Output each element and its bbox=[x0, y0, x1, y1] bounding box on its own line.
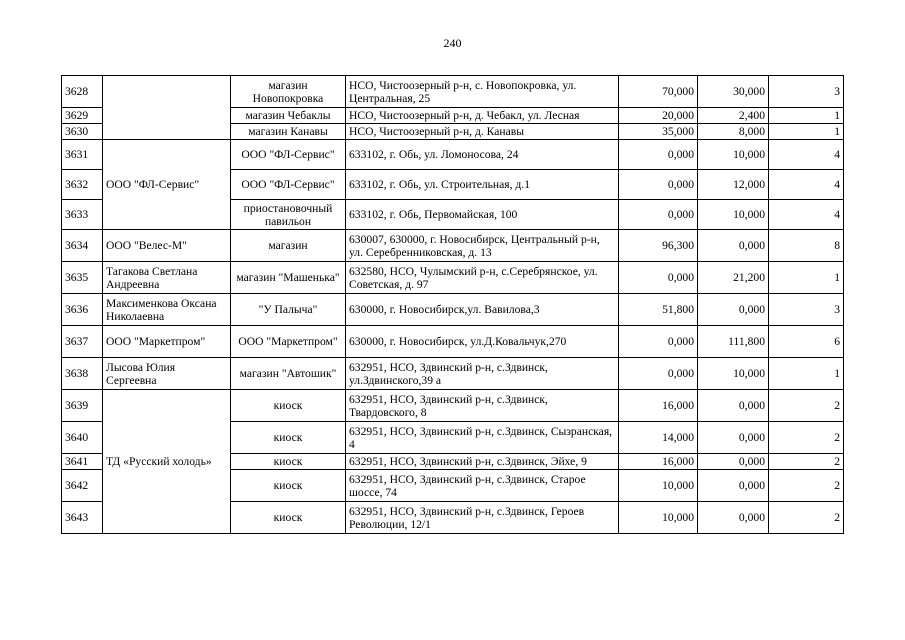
organization-cell: ООО "ФЛ-Сервис" bbox=[103, 140, 231, 230]
address-cell: 632580, НСО, Чулымский р-н, с.Серебрянское, ул. Советская, д. 97 bbox=[346, 262, 619, 294]
address-cell: НСО, Чистоозерный р-н, д. Канавы bbox=[346, 124, 619, 140]
object-type-cell: ООО "Маркетпром" bbox=[231, 326, 346, 358]
address-cell: НСО, Чистоозерный р-н, д. Чебакл, ул. Лесная bbox=[346, 108, 619, 124]
count-cell: 2 bbox=[769, 422, 844, 454]
row-number-cell: 3640 bbox=[62, 422, 103, 454]
value-1-cell: 70,000 bbox=[619, 76, 698, 108]
row-number-cell: 3635 bbox=[62, 262, 103, 294]
value-1-cell: 10,000 bbox=[619, 502, 698, 534]
table-row bbox=[62, 230, 844, 262]
address-cell: 632951, НСО, Здвинский р-н, с.Здвинск, Старое шоссе, 74 bbox=[346, 470, 619, 502]
value-1-cell: 51,800 bbox=[619, 294, 698, 326]
table-row bbox=[62, 326, 844, 358]
count-cell: 4 bbox=[769, 170, 844, 200]
object-type-cell: магазин Чебаклы bbox=[231, 108, 346, 124]
count-cell: 1 bbox=[769, 358, 844, 390]
page-number: 240 bbox=[443, 36, 462, 50]
address-cell: 632951, НСО, Здвинский р-н, с.Здвинск, Эйхе, 9 bbox=[346, 454, 619, 470]
row-number-cell: 3639 bbox=[62, 390, 103, 422]
row-number-cell: 3642 bbox=[62, 470, 103, 502]
organization-cell bbox=[103, 76, 231, 140]
value-1-cell: 20,000 bbox=[619, 108, 698, 124]
value-2-cell: 8,000 bbox=[698, 124, 769, 140]
address-cell: НСО, Чистоозерный р-н, с. Новопокровка, ул. Центральная, 25 bbox=[346, 76, 619, 108]
organization-cell: ООО "Велес-М" bbox=[103, 230, 231, 262]
value-2-cell: 0,000 bbox=[698, 390, 769, 422]
address-cell: 630000, г. Новосибирск,ул. Вавилова,3 bbox=[346, 294, 619, 326]
value-2-cell: 10,000 bbox=[698, 358, 769, 390]
row-number-cell: 3638 bbox=[62, 358, 103, 390]
object-type-cell: магазин "Машенька" bbox=[231, 262, 346, 294]
row-number-cell: 3643 bbox=[62, 502, 103, 534]
value-2-cell: 10,000 bbox=[698, 140, 769, 170]
table-row bbox=[62, 140, 844, 170]
count-cell: 3 bbox=[769, 294, 844, 326]
count-cell: 2 bbox=[769, 390, 844, 422]
object-type-cell: киоск bbox=[231, 422, 346, 454]
row-number-cell: 3634 bbox=[62, 230, 103, 262]
value-1-cell: 0,000 bbox=[619, 140, 698, 170]
value-2-cell: 0,000 bbox=[698, 454, 769, 470]
registry-table bbox=[61, 75, 844, 534]
table-row bbox=[62, 262, 844, 294]
value-2-cell: 30,000 bbox=[698, 76, 769, 108]
value-2-cell: 2,400 bbox=[698, 108, 769, 124]
count-cell: 1 bbox=[769, 124, 844, 140]
count-cell: 4 bbox=[769, 140, 844, 170]
value-2-cell: 0,000 bbox=[698, 470, 769, 502]
row-number-cell: 3629 bbox=[62, 108, 103, 124]
value-1-cell: 0,000 bbox=[619, 358, 698, 390]
object-type-cell: магазин Канавы bbox=[231, 124, 346, 140]
value-1-cell: 10,000 bbox=[619, 470, 698, 502]
object-type-cell: ООО "ФЛ-Сервис" bbox=[231, 170, 346, 200]
address-cell: 632951, НСО, Здвинский р-н, с.Здвинск, ул.Здвинского,39 а bbox=[346, 358, 619, 390]
organization-cell: ООО "Маркетпром" bbox=[103, 326, 231, 358]
object-type-cell: магазин "Автошик" bbox=[231, 358, 346, 390]
value-2-cell: 21,200 bbox=[698, 262, 769, 294]
organization-cell: Максименкова Оксана Николаевна bbox=[103, 294, 231, 326]
count-cell: 8 bbox=[769, 230, 844, 262]
table-row bbox=[62, 294, 844, 326]
row-number-cell: 3631 bbox=[62, 140, 103, 170]
count-cell: 2 bbox=[769, 470, 844, 502]
value-2-cell: 10,000 bbox=[698, 200, 769, 230]
count-cell: 1 bbox=[769, 262, 844, 294]
organization-cell: Лысова Юлия Сергеевна bbox=[103, 358, 231, 390]
value-2-cell: 0,000 bbox=[698, 502, 769, 534]
value-1-cell: 0,000 bbox=[619, 170, 698, 200]
value-1-cell: 16,000 bbox=[619, 390, 698, 422]
row-number-cell: 3641 bbox=[62, 454, 103, 470]
count-cell: 2 bbox=[769, 454, 844, 470]
count-cell: 6 bbox=[769, 326, 844, 358]
object-type-cell: магазин Новопокровка bbox=[231, 76, 346, 108]
object-type-cell: магазин bbox=[231, 230, 346, 262]
value-1-cell: 0,000 bbox=[619, 200, 698, 230]
row-number-cell: 3636 bbox=[62, 294, 103, 326]
table-row bbox=[62, 76, 844, 108]
address-cell: 632951, НСО, Здвинский р-н, с.Здвинск, Твардовского, 8 bbox=[346, 390, 619, 422]
count-cell: 1 bbox=[769, 108, 844, 124]
object-type-cell: киоск bbox=[231, 470, 346, 502]
row-number-cell: 3628 bbox=[62, 76, 103, 108]
value-1-cell: 0,000 bbox=[619, 262, 698, 294]
registry-body bbox=[62, 76, 844, 534]
address-cell: 632951, НСО, Здвинский р-н, с.Здвинск, Сызранская, 4 bbox=[346, 422, 619, 454]
value-2-cell: 111,800 bbox=[698, 326, 769, 358]
row-number-cell: 3633 bbox=[62, 200, 103, 230]
count-cell: 3 bbox=[769, 76, 844, 108]
value-1-cell: 16,000 bbox=[619, 454, 698, 470]
row-number-cell: 3637 bbox=[62, 326, 103, 358]
value-2-cell: 0,000 bbox=[698, 422, 769, 454]
object-type-cell: киоск bbox=[231, 502, 346, 534]
address-cell: 633102, г. Обь, ул. Ломоносова, 24 bbox=[346, 140, 619, 170]
value-2-cell: 0,000 bbox=[698, 294, 769, 326]
value-2-cell: 12,000 bbox=[698, 170, 769, 200]
count-cell: 4 bbox=[769, 200, 844, 230]
object-type-cell: киоск bbox=[231, 390, 346, 422]
address-cell: 630007, 630000, г. Новосибирск, Центральный р-н, ул. Серебренниковская, д. 13 bbox=[346, 230, 619, 262]
address-cell: 630000, г. Новосибирск, ул.Д.Ковальчук,270 bbox=[346, 326, 619, 358]
table-row bbox=[62, 390, 844, 422]
value-2-cell: 0,000 bbox=[698, 230, 769, 262]
object-type-cell: "У Палыча" bbox=[231, 294, 346, 326]
value-1-cell: 35,000 bbox=[619, 124, 698, 140]
value-1-cell: 0,000 bbox=[619, 326, 698, 358]
address-cell: 633102, г. Обь, Первомайская, 100 bbox=[346, 200, 619, 230]
object-type-cell: ООО "ФЛ-Сервис" bbox=[231, 140, 346, 170]
object-type-cell: киоск bbox=[231, 454, 346, 470]
organization-cell: ТД «Русский холодь» bbox=[103, 390, 231, 534]
count-cell: 2 bbox=[769, 502, 844, 534]
address-cell: 632951, НСО, Здвинский р-н, с.Здвинск, Героев Революции, 12/1 bbox=[346, 502, 619, 534]
table-row bbox=[62, 358, 844, 390]
row-number-cell: 3630 bbox=[62, 124, 103, 140]
organization-cell: Тагакова Светлана Андреевна bbox=[103, 262, 231, 294]
value-1-cell: 14,000 bbox=[619, 422, 698, 454]
value-1-cell: 96,300 bbox=[619, 230, 698, 262]
row-number-cell: 3632 bbox=[62, 170, 103, 200]
object-type-cell: приостановочный павильон bbox=[231, 200, 346, 230]
address-cell: 633102, г. Обь, ул. Строительная, д.1 bbox=[346, 170, 619, 200]
